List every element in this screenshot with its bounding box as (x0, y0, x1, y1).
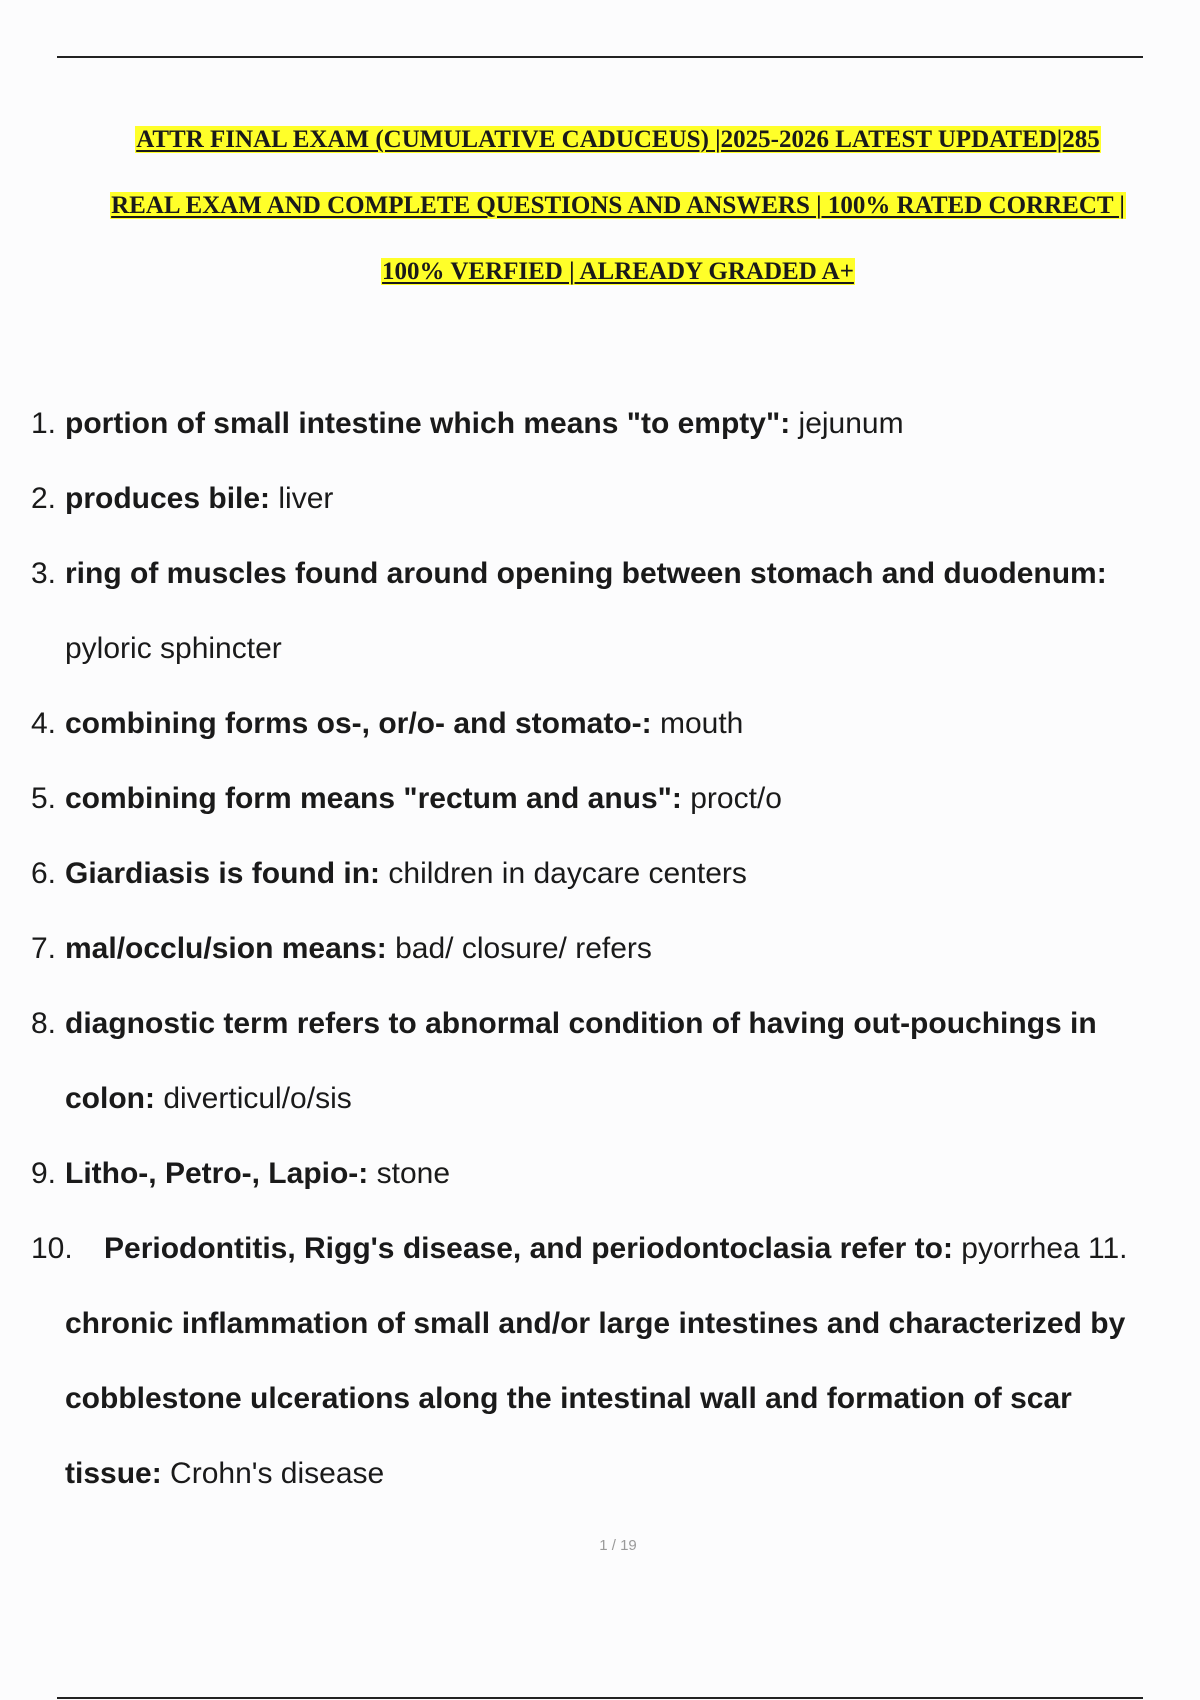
item-number: 1. (31, 407, 57, 440)
list-item (0, 986, 1200, 1061)
question-text: chronic inflammation of small and/or large intestines and characterized by (65, 1307, 1126, 1340)
list-item (0, 1136, 1200, 1211)
list-item-continuation (0, 611, 1200, 686)
title-line-2: REAL EXAM AND COMPLETE QUESTIONS AND ANSWERS | 100% RATED CORRECT | (111, 192, 1125, 219)
question-text: mal/occlu/sion means: (65, 932, 387, 965)
qa-list (0, 386, 1200, 1511)
answer-text: diverticul/o/sis (155, 1082, 352, 1115)
list-item (0, 761, 1200, 836)
answer-text: proct/o (681, 782, 782, 815)
answer-text: jejunum (790, 407, 904, 440)
item-number: 8. (31, 1007, 57, 1040)
answer-text: children in daycare centers (380, 857, 747, 890)
top-rule (57, 56, 1143, 58)
answer-text: stone (368, 1157, 451, 1190)
page-number: 1 / 19 (599, 1537, 637, 1554)
list-item (0, 911, 1200, 986)
question-text: Periodontitis, Rigg's disease, and periodontoclasia refer to: (104, 1232, 953, 1265)
item-number: 2. (31, 482, 57, 515)
answer-text: mouth (651, 707, 744, 740)
list-item (0, 686, 1200, 761)
item-number: 3. (31, 557, 57, 590)
item-number: 7. (31, 932, 57, 965)
document-title (0, 119, 1200, 317)
list-item-continuation (0, 1436, 1200, 1511)
answer-text: bad/ closure/ refers (386, 932, 652, 965)
question-text: ring of muscles found around opening between stomach and duodenum: (65, 557, 1107, 590)
answer-text: Crohn's disease (161, 1457, 385, 1490)
question-text: produces bile: (65, 482, 271, 515)
answer-text: pyloric sphincter (65, 632, 282, 665)
question-text: Giardiasis is found in: (65, 857, 381, 890)
question-text: colon: (65, 1082, 155, 1115)
title-line-1: ATTR FINAL EXAM (CUMULATIVE CADUCEUS) |2025-2026 LATEST UPDATED|285 (136, 126, 1100, 153)
question-text: combining form means "rectum and anus": (65, 782, 682, 815)
item-number: 10. (31, 1232, 73, 1265)
title-line-3: 100% VERFIED | ALREADY GRADED A+ (382, 258, 854, 285)
item-number: 9. (31, 1157, 57, 1190)
list-item (0, 386, 1200, 461)
bottom-rule (57, 1697, 1143, 1699)
question-text: Litho-, Petro-, Lapio-: (65, 1157, 369, 1190)
question-text: diagnostic term refers to abnormal condition of having out-pouchings in (65, 1007, 1097, 1040)
list-item-continuation (0, 1286, 1200, 1361)
item-number: 4. (31, 707, 57, 740)
list-item (0, 461, 1200, 536)
question-text: tissue: (65, 1457, 162, 1490)
list-item-continuation (0, 1061, 1200, 1136)
list-item-continuation (0, 1361, 1200, 1436)
answer-text: pyorrhea 11. (952, 1232, 1128, 1265)
list-item (0, 1211, 1200, 1286)
question-text: portion of small intestine which means "to empty": (65, 407, 791, 440)
question-text: combining forms os-, or/o- and stomato-: (65, 707, 652, 740)
item-number: 6. (31, 857, 57, 890)
answer-text: liver (270, 482, 334, 515)
item-number: 5. (31, 782, 57, 815)
list-item (0, 836, 1200, 911)
question-text: cobblestone ulcerations along the intestinal wall and formation of scar (65, 1382, 1072, 1415)
list-item (0, 536, 1200, 611)
